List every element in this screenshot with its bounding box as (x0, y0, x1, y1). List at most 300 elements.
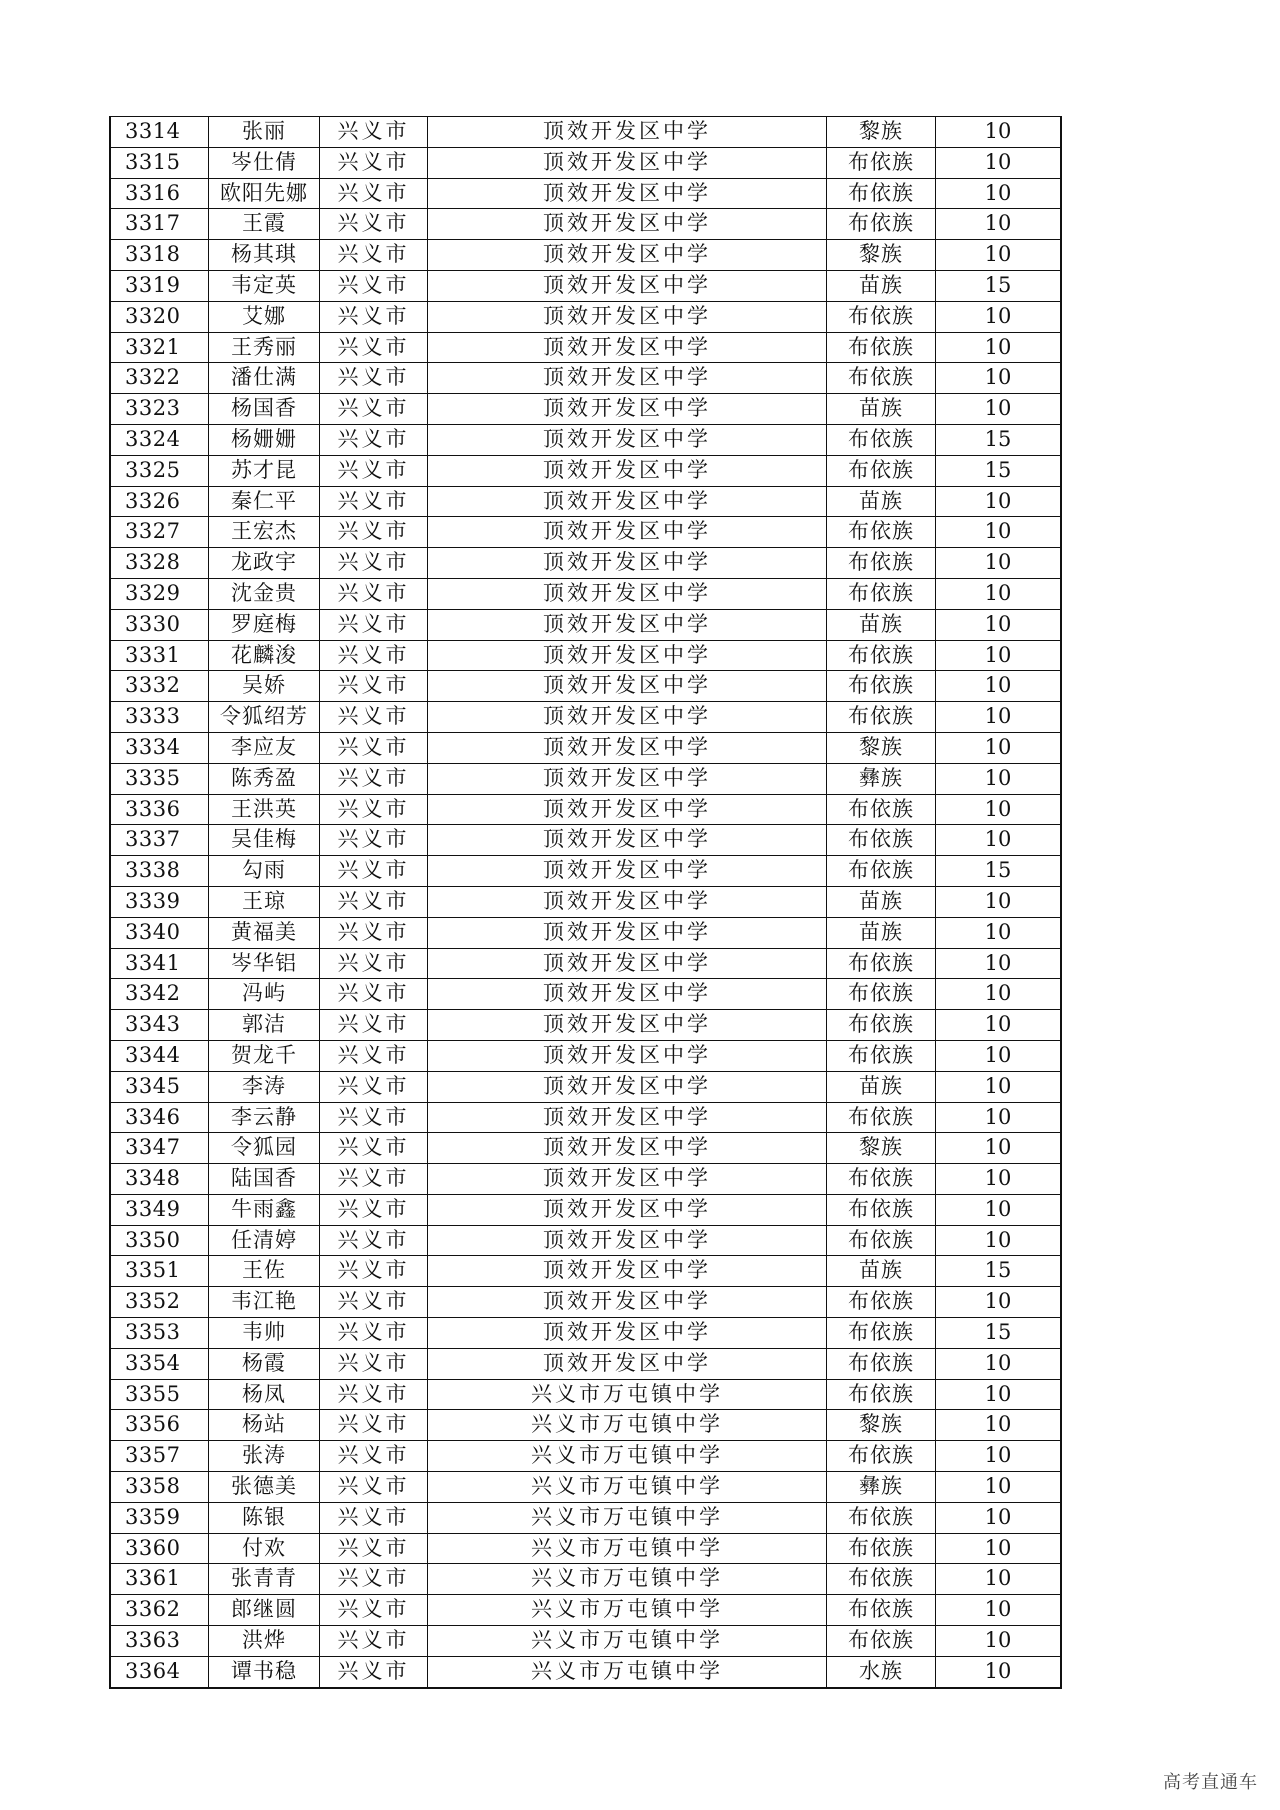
table-row (110, 1287, 1061, 1318)
city-cell: 兴义市 (320, 270, 428, 301)
school-cell: 顶效开发区中学 (428, 424, 827, 455)
ethnicity-cell: 布依族 (827, 147, 936, 178)
school-cell: 顶效开发区中学 (428, 209, 827, 240)
city-cell: 兴义市 (320, 1533, 428, 1564)
city-cell: 兴义市 (320, 486, 428, 517)
table-row (110, 702, 1061, 733)
bonus-points-cell: 10 (936, 886, 1062, 917)
row-number-cell: 3337 (110, 825, 209, 856)
student-name-cell: 黄福美 (209, 917, 320, 948)
bonus-points-cell: 10 (936, 394, 1062, 425)
school-cell: 顶效开发区中学 (428, 455, 827, 486)
student-name-cell: 王琼 (209, 886, 320, 917)
city-cell: 兴义市 (320, 640, 428, 671)
school-cell: 顶效开发区中学 (428, 1102, 827, 1133)
row-number-cell: 3344 (110, 1040, 209, 1071)
row-number-cell: 3332 (110, 671, 209, 702)
row-number-cell: 3322 (110, 363, 209, 394)
table-row (110, 1071, 1061, 1102)
city-cell: 兴义市 (320, 671, 428, 702)
bonus-points-cell: 10 (936, 1502, 1062, 1533)
city-cell: 兴义市 (320, 548, 428, 579)
bonus-points-cell: 15 (936, 270, 1062, 301)
table-row (110, 240, 1061, 271)
ethnicity-cell: 彝族 (827, 1472, 936, 1503)
school-cell: 顶效开发区中学 (428, 702, 827, 733)
student-name-cell: 岑华铝 (209, 948, 320, 979)
school-cell: 顶效开发区中学 (428, 1318, 827, 1349)
city-cell: 兴义市 (320, 702, 428, 733)
bonus-points-cell: 10 (936, 1348, 1062, 1379)
school-cell: 顶效开发区中学 (428, 1256, 827, 1287)
bonus-points-cell: 10 (936, 517, 1062, 548)
school-cell: 顶效开发区中学 (428, 948, 827, 979)
table-row (110, 671, 1061, 702)
school-cell: 顶效开发区中学 (428, 1194, 827, 1225)
school-cell: 顶效开发区中学 (428, 671, 827, 702)
row-number-cell: 3349 (110, 1194, 209, 1225)
ethnicity-cell: 布依族 (827, 825, 936, 856)
row-number-cell: 3348 (110, 1164, 209, 1195)
city-cell: 兴义市 (320, 332, 428, 363)
school-cell: 兴义市万屯镇中学 (428, 1379, 827, 1410)
city-cell: 兴义市 (320, 1348, 428, 1379)
student-name-cell: 吴娇 (209, 671, 320, 702)
table-row (110, 1379, 1061, 1410)
city-cell: 兴义市 (320, 948, 428, 979)
city-cell: 兴义市 (320, 1102, 428, 1133)
ethnicity-cell: 苗族 (827, 917, 936, 948)
row-number-cell: 3360 (110, 1533, 209, 1564)
city-cell: 兴义市 (320, 178, 428, 209)
bonus-points-table (109, 116, 1062, 1689)
bonus-points-cell: 10 (936, 1133, 1062, 1164)
school-cell: 顶效开发区中学 (428, 1164, 827, 1195)
student-name-cell: 令狐绍芳 (209, 702, 320, 733)
bonus-points-cell: 10 (936, 1379, 1062, 1410)
row-number-cell: 3352 (110, 1287, 209, 1318)
city-cell: 兴义市 (320, 1441, 428, 1472)
city-cell: 兴义市 (320, 856, 428, 887)
bonus-points-cell: 10 (936, 1010, 1062, 1041)
table-row (110, 1564, 1061, 1595)
city-cell: 兴义市 (320, 517, 428, 548)
ethnicity-cell: 布依族 (827, 578, 936, 609)
ethnicity-cell: 布依族 (827, 856, 936, 887)
student-name-cell: 王秀丽 (209, 332, 320, 363)
ethnicity-cell: 彝族 (827, 763, 936, 794)
city-cell: 兴义市 (320, 363, 428, 394)
student-name-cell: 杨霞 (209, 1348, 320, 1379)
school-cell: 顶效开发区中学 (428, 147, 827, 178)
row-number-cell: 3347 (110, 1133, 209, 1164)
ethnicity-cell: 布依族 (827, 517, 936, 548)
city-cell: 兴义市 (320, 1040, 428, 1071)
row-number-cell: 3361 (110, 1564, 209, 1595)
student-name-cell: 冯屿 (209, 979, 320, 1010)
row-number-cell: 3359 (110, 1502, 209, 1533)
bonus-points-cell: 10 (936, 1071, 1062, 1102)
bonus-points-cell: 10 (936, 702, 1062, 733)
bonus-points-cell: 10 (936, 1595, 1062, 1626)
student-name-cell: 杨姗姗 (209, 424, 320, 455)
school-cell: 顶效开发区中学 (428, 117, 827, 148)
city-cell: 兴义市 (320, 763, 428, 794)
row-number-cell: 3315 (110, 147, 209, 178)
table-row (110, 886, 1061, 917)
school-cell: 顶效开发区中学 (428, 1225, 827, 1256)
row-number-cell: 3318 (110, 240, 209, 271)
row-number-cell: 3350 (110, 1225, 209, 1256)
row-number-cell: 3329 (110, 578, 209, 609)
bonus-points-cell: 10 (936, 147, 1062, 178)
school-cell: 顶效开发区中学 (428, 886, 827, 917)
row-number-cell: 3326 (110, 486, 209, 517)
row-number-cell: 3358 (110, 1472, 209, 1503)
city-cell: 兴义市 (320, 394, 428, 425)
city-cell: 兴义市 (320, 1194, 428, 1225)
school-cell: 兴义市万屯镇中学 (428, 1626, 827, 1657)
student-name-cell: 韦帅 (209, 1318, 320, 1349)
table-row (110, 424, 1061, 455)
student-name-cell: 韦江艳 (209, 1287, 320, 1318)
bonus-points-cell: 10 (936, 301, 1062, 332)
school-cell: 顶效开发区中学 (428, 486, 827, 517)
ethnicity-cell: 布依族 (827, 1595, 936, 1626)
student-name-cell: 岑仕倩 (209, 147, 320, 178)
city-cell: 兴义市 (320, 301, 428, 332)
bonus-points-cell: 10 (936, 548, 1062, 579)
city-cell: 兴义市 (320, 1656, 428, 1687)
ethnicity-cell: 水族 (827, 1656, 936, 1687)
ethnicity-cell: 布依族 (827, 979, 936, 1010)
ethnicity-cell: 黎族 (827, 1133, 936, 1164)
table-row (110, 948, 1061, 979)
student-name-cell: 艾娜 (209, 301, 320, 332)
school-cell: 兴义市万屯镇中学 (428, 1472, 827, 1503)
ethnicity-cell: 布依族 (827, 424, 936, 455)
city-cell: 兴义市 (320, 825, 428, 856)
city-cell: 兴义市 (320, 117, 428, 148)
bonus-points-cell: 10 (936, 1287, 1062, 1318)
row-number-cell: 3353 (110, 1318, 209, 1349)
table-row (110, 917, 1061, 948)
school-cell: 顶效开发区中学 (428, 1010, 827, 1041)
student-name-cell: 陆国香 (209, 1164, 320, 1195)
watermark-text: 高考直通车 (1163, 1772, 1258, 1793)
school-cell: 顶效开发区中学 (428, 548, 827, 579)
row-number-cell: 3343 (110, 1010, 209, 1041)
bonus-points-cell: 15 (936, 1256, 1062, 1287)
ethnicity-cell: 布依族 (827, 301, 936, 332)
table-row (110, 1225, 1061, 1256)
table-row (110, 609, 1061, 640)
student-name-cell: 花麟浚 (209, 640, 320, 671)
table-row (110, 1010, 1061, 1041)
city-cell: 兴义市 (320, 1164, 428, 1195)
student-name-cell: 王佐 (209, 1256, 320, 1287)
bonus-points-cell: 10 (936, 209, 1062, 240)
bonus-points-cell: 10 (936, 794, 1062, 825)
ethnicity-cell: 黎族 (827, 732, 936, 763)
ethnicity-cell: 布依族 (827, 455, 936, 486)
bonus-points-cell: 10 (936, 178, 1062, 209)
student-name-cell: 陈秀盈 (209, 763, 320, 794)
student-name-cell: 王宏杰 (209, 517, 320, 548)
city-cell: 兴义市 (320, 1564, 428, 1595)
ethnicity-cell: 苗族 (827, 270, 936, 301)
city-cell: 兴义市 (320, 1626, 428, 1657)
student-name-cell: 谭书稳 (209, 1656, 320, 1687)
bonus-points-cell: 10 (936, 732, 1062, 763)
student-name-cell: 令狐园 (209, 1133, 320, 1164)
student-name-cell: 郎继圆 (209, 1595, 320, 1626)
student-name-cell: 陈银 (209, 1502, 320, 1533)
student-name-cell: 王洪英 (209, 794, 320, 825)
ethnicity-cell: 布依族 (827, 1533, 936, 1564)
row-number-cell: 3356 (110, 1410, 209, 1441)
bonus-points-cell: 10 (936, 1472, 1062, 1503)
school-cell: 顶效开发区中学 (428, 732, 827, 763)
ethnicity-cell: 苗族 (827, 1256, 936, 1287)
student-name-cell: 杨凤 (209, 1379, 320, 1410)
bonus-points-cell: 10 (936, 825, 1062, 856)
ethnicity-cell: 布依族 (827, 209, 936, 240)
ethnicity-cell: 布依族 (827, 178, 936, 209)
student-name-cell: 沈金贵 (209, 578, 320, 609)
row-number-cell: 3327 (110, 517, 209, 548)
student-name-cell: 李涛 (209, 1071, 320, 1102)
ethnicity-cell: 布依族 (827, 1348, 936, 1379)
school-cell: 顶效开发区中学 (428, 1287, 827, 1318)
table-row (110, 301, 1061, 332)
table-row (110, 1533, 1061, 1564)
school-cell: 顶效开发区中学 (428, 578, 827, 609)
row-number-cell: 3339 (110, 886, 209, 917)
row-number-cell: 3336 (110, 794, 209, 825)
table-row (110, 1164, 1061, 1195)
ethnicity-cell: 布依族 (827, 332, 936, 363)
city-cell: 兴义市 (320, 424, 428, 455)
table-row (110, 1133, 1061, 1164)
city-cell: 兴义市 (320, 1410, 428, 1441)
row-number-cell: 3340 (110, 917, 209, 948)
row-number-cell: 3354 (110, 1348, 209, 1379)
row-number-cell: 3331 (110, 640, 209, 671)
table-row (110, 1441, 1061, 1472)
row-number-cell: 3346 (110, 1102, 209, 1133)
table-row (110, 1656, 1061, 1687)
ethnicity-cell: 黎族 (827, 117, 936, 148)
bonus-points-cell: 10 (936, 763, 1062, 794)
ethnicity-cell: 布依族 (827, 1164, 936, 1195)
student-name-cell: 李云静 (209, 1102, 320, 1133)
table-row (110, 979, 1061, 1010)
bonus-points-cell: 10 (936, 578, 1062, 609)
bonus-points-cell: 10 (936, 1164, 1062, 1195)
bonus-points-cell: 10 (936, 609, 1062, 640)
school-cell: 顶效开发区中学 (428, 979, 827, 1010)
ethnicity-cell: 布依族 (827, 1102, 936, 1133)
bonus-points-cell: 10 (936, 1533, 1062, 1564)
school-cell: 兴义市万屯镇中学 (428, 1533, 827, 1564)
table-row (110, 578, 1061, 609)
table-row (110, 1472, 1061, 1503)
student-name-cell: 洪烨 (209, 1626, 320, 1657)
school-cell: 兴义市万屯镇中学 (428, 1595, 827, 1626)
ethnicity-cell: 苗族 (827, 609, 936, 640)
ethnicity-cell: 布依族 (827, 1010, 936, 1041)
ethnicity-cell: 布依族 (827, 948, 936, 979)
row-number-cell: 3324 (110, 424, 209, 455)
table-row (110, 1410, 1061, 1441)
table-row (110, 455, 1061, 486)
school-cell: 顶效开发区中学 (428, 301, 827, 332)
ethnicity-cell: 苗族 (827, 1071, 936, 1102)
bonus-points-cell: 10 (936, 1441, 1062, 1472)
city-cell: 兴义市 (320, 1472, 428, 1503)
row-number-cell: 3320 (110, 301, 209, 332)
city-cell: 兴义市 (320, 917, 428, 948)
row-number-cell: 3351 (110, 1256, 209, 1287)
table-row (110, 517, 1061, 548)
table-row (110, 1256, 1061, 1287)
school-cell: 顶效开发区中学 (428, 240, 827, 271)
student-name-cell: 李应友 (209, 732, 320, 763)
student-name-cell: 勾雨 (209, 856, 320, 887)
row-number-cell: 3342 (110, 979, 209, 1010)
school-cell: 顶效开发区中学 (428, 517, 827, 548)
school-cell: 顶效开发区中学 (428, 917, 827, 948)
row-number-cell: 3345 (110, 1071, 209, 1102)
school-cell: 兴义市万屯镇中学 (428, 1441, 827, 1472)
city-cell: 兴义市 (320, 1595, 428, 1626)
city-cell: 兴义市 (320, 455, 428, 486)
ethnicity-cell: 苗族 (827, 486, 936, 517)
school-cell: 顶效开发区中学 (428, 1348, 827, 1379)
ethnicity-cell: 布依族 (827, 1441, 936, 1472)
city-cell: 兴义市 (320, 1502, 428, 1533)
ethnicity-cell: 布依族 (827, 1564, 936, 1595)
ethnicity-cell: 布依族 (827, 1194, 936, 1225)
row-number-cell: 3319 (110, 270, 209, 301)
ethnicity-cell: 布依族 (827, 363, 936, 394)
table-row (110, 1318, 1061, 1349)
bonus-points-cell: 10 (936, 117, 1062, 148)
table-row (110, 640, 1061, 671)
table-row (110, 363, 1061, 394)
ethnicity-cell: 布依族 (827, 1502, 936, 1533)
table-row (110, 486, 1061, 517)
student-name-cell: 王霞 (209, 209, 320, 240)
student-name-cell: 吴佳梅 (209, 825, 320, 856)
row-number-cell: 3325 (110, 455, 209, 486)
row-number-cell: 3323 (110, 394, 209, 425)
city-cell: 兴义市 (320, 147, 428, 178)
school-cell: 顶效开发区中学 (428, 363, 827, 394)
row-number-cell: 3364 (110, 1656, 209, 1687)
table-row (110, 178, 1061, 209)
city-cell: 兴义市 (320, 240, 428, 271)
bonus-points-cell: 15 (936, 1318, 1062, 1349)
school-cell: 顶效开发区中学 (428, 1040, 827, 1071)
table-row (110, 209, 1061, 240)
ethnicity-cell: 布依族 (827, 1287, 936, 1318)
table-row (110, 117, 1061, 148)
row-number-cell: 3314 (110, 117, 209, 148)
student-name-cell: 任清婷 (209, 1225, 320, 1256)
table-row (110, 1626, 1061, 1657)
bonus-points-cell: 10 (936, 1656, 1062, 1687)
table-row (110, 394, 1061, 425)
bonus-points-cell: 10 (936, 486, 1062, 517)
row-number-cell: 3335 (110, 763, 209, 794)
city-cell: 兴义市 (320, 1379, 428, 1410)
ethnicity-cell: 布依族 (827, 794, 936, 825)
school-cell: 顶效开发区中学 (428, 332, 827, 363)
table-row (110, 763, 1061, 794)
student-name-cell: 张青青 (209, 1564, 320, 1595)
table-row (110, 1595, 1061, 1626)
school-cell: 顶效开发区中学 (428, 1071, 827, 1102)
school-cell: 顶效开发区中学 (428, 270, 827, 301)
student-name-cell: 欧阳先娜 (209, 178, 320, 209)
student-name-cell: 杨国香 (209, 394, 320, 425)
table-row (110, 1194, 1061, 1225)
city-cell: 兴义市 (320, 1225, 428, 1256)
bonus-points-cell: 10 (936, 1410, 1062, 1441)
ethnicity-cell: 苗族 (827, 886, 936, 917)
row-number-cell: 3355 (110, 1379, 209, 1410)
table-row (110, 1348, 1061, 1379)
ethnicity-cell: 布依族 (827, 1040, 936, 1071)
bonus-points-cell: 10 (936, 917, 1062, 948)
bonus-points-cell: 10 (936, 671, 1062, 702)
student-name-cell: 牛雨鑫 (209, 1194, 320, 1225)
student-name-cell: 杨其琪 (209, 240, 320, 271)
ethnicity-cell: 布依族 (827, 640, 936, 671)
school-cell: 顶效开发区中学 (428, 856, 827, 887)
table-row (110, 794, 1061, 825)
table-row (110, 1102, 1061, 1133)
row-number-cell: 3334 (110, 732, 209, 763)
row-number-cell: 3321 (110, 332, 209, 363)
ethnicity-cell: 布依族 (827, 1379, 936, 1410)
city-cell: 兴义市 (320, 794, 428, 825)
city-cell: 兴义市 (320, 1318, 428, 1349)
row-number-cell: 3338 (110, 856, 209, 887)
student-name-cell: 张丽 (209, 117, 320, 148)
student-name-cell: 潘仕满 (209, 363, 320, 394)
ethnicity-cell: 布依族 (827, 671, 936, 702)
city-cell: 兴义市 (320, 578, 428, 609)
school-cell: 兴义市万屯镇中学 (428, 1564, 827, 1595)
student-name-cell: 付欢 (209, 1533, 320, 1564)
school-cell: 顶效开发区中学 (428, 394, 827, 425)
ethnicity-cell: 布依族 (827, 548, 936, 579)
student-name-cell: 罗庭梅 (209, 609, 320, 640)
bonus-points-cell: 15 (936, 424, 1062, 455)
student-name-cell: 龙政宇 (209, 548, 320, 579)
school-cell: 兴义市万屯镇中学 (428, 1502, 827, 1533)
bonus-points-cell: 10 (936, 979, 1062, 1010)
city-cell: 兴义市 (320, 886, 428, 917)
bonus-points-cell: 10 (936, 240, 1062, 271)
bonus-points-cell: 10 (936, 640, 1062, 671)
bonus-points-cell: 10 (936, 948, 1062, 979)
ethnicity-cell: 黎族 (827, 240, 936, 271)
school-cell: 顶效开发区中学 (428, 825, 827, 856)
